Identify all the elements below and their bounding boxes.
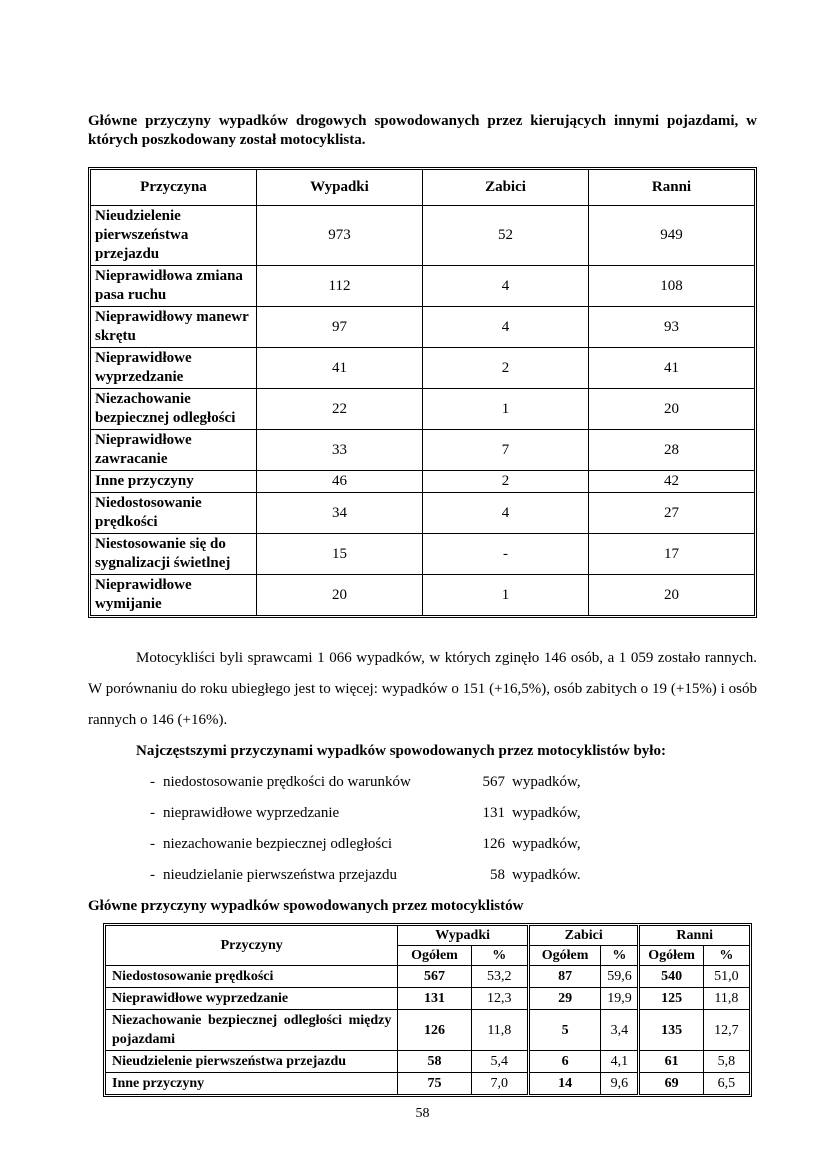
wypadki-cell: 41 [257,348,423,389]
list-item-label: nieprawidłowe wyprzedzanie [163,805,340,821]
list-item-label: niedostosowanie prędkości do warunków [163,774,411,790]
list-item-label: niezachowanie bezpiecznej odległości [163,836,393,852]
ranni-cell: 949 [589,206,755,266]
table-row [91,534,755,575]
list-item-count: 58 [490,867,505,883]
ranni-cell: 93 [589,307,755,348]
col-header-zabici: Zabici [423,170,589,206]
ranni-cell: 20 [589,575,755,616]
col-header-wypadki: Wypadki [257,170,423,206]
ranni-total-cell: 135 [639,1010,703,1051]
wypadki-total-cell: 58 [398,1051,471,1073]
zabici-cell: 2 [423,471,589,493]
col-header-przyczyna: Przyczyna [91,170,257,206]
zabici-cell: 4 [423,307,589,348]
table-row [91,493,755,534]
ranni-cell: 41 [589,348,755,389]
zabici-total-cell: 5 [528,1010,600,1051]
group-header-zabici: Zabici [528,926,639,946]
cause-cell: Niedostosowanie prędkości [91,493,257,534]
subheader-percent: % [471,946,528,966]
table-row [91,575,755,616]
table-row [91,348,755,389]
cause-cell: Niedostosowanie prędkości [106,966,398,988]
table-row [106,988,750,1010]
list-item [150,829,757,860]
ranni-percent-cell: 6,5 [703,1073,749,1095]
zabici-total-cell: 6 [528,1051,600,1073]
group-header-ranni: Ranni [639,926,750,946]
table-row [91,430,755,471]
cause-cell: Nieudzielenie pierwszeństwa przejazdu [91,206,257,266]
cause-cell: Nieprawidłowe wyprzedzanie [106,988,398,1010]
zabici-cell: 1 [423,575,589,616]
table-row [91,266,755,307]
wypadki-cell: 34 [257,493,423,534]
table-row [91,471,755,493]
table-row [91,206,755,266]
table-header-group-row [106,926,750,946]
ranni-total-cell: 540 [639,966,703,988]
wypadki-cell: 15 [257,534,423,575]
wypadki-cell: 46 [257,471,423,493]
zabici-total-cell: 29 [528,988,600,1010]
list-item-label: nieudzielanie pierwszeństwa przejazdu [163,867,398,883]
cause-cell: Nieprawidłowy manewr skrętu [91,307,257,348]
table-row [106,1051,750,1073]
wypadki-cell: 20 [257,575,423,616]
zabici-percent-cell: 59,6 [601,966,639,988]
page-number: 58 [415,1106,430,1121]
zabici-cell: 4 [423,266,589,307]
list-item-count: 131 [482,805,505,821]
wypadki-percent-cell: 5,4 [471,1051,528,1073]
table-other-drivers [90,169,755,616]
list-intro: Najczęstszymi przyczynami wypadków spowodowanych przez motocyklistów było: [136,743,666,759]
ranni-cell: 42 [589,471,755,493]
wypadki-cell: 22 [257,389,423,430]
cause-cell: Nieprawidłowe wymijanie [91,575,257,616]
ranni-percent-cell: 12,7 [703,1010,749,1051]
zabici-cell: 2 [423,348,589,389]
wypadki-total-cell: 75 [398,1073,471,1095]
zabici-cell: 4 [423,493,589,534]
list-item [150,860,757,891]
wypadki-cell: 97 [257,307,423,348]
zabici-percent-cell: 4,1 [601,1051,639,1073]
ranni-total-cell: 125 [639,988,703,1010]
wypadki-percent-cell: 12,3 [471,988,528,1010]
table-motorcyclists [105,925,750,1095]
ranni-total-cell: 69 [639,1073,703,1095]
cause-cell: Niezachowanie bezpiecznej odległości [91,389,257,430]
subheader-ogolem: Ogółem [398,946,471,966]
table-motorcyclists-frame [103,923,752,1097]
wypadki-percent-cell: 11,8 [471,1010,528,1051]
wypadki-percent-cell: 7,0 [471,1073,528,1095]
cause-cell: Inne przyczyny [91,471,257,493]
ranni-cell: 17 [589,534,755,575]
zabici-total-cell: 87 [528,966,600,988]
list-item-suffix: wypadków, [512,805,581,821]
motorcyclists-table-heading: Główne przyczyny wypadków spowodowanych przez motocyklistów [88,898,524,914]
dash-marker: - [150,867,155,883]
ranni-cell: 27 [589,493,755,534]
list-item-suffix: wypadków, [512,774,581,790]
body-paragraph: Motocykliści byli sprawcami 1 066 wypadków, w których zginęło 146 osób, a 1 059 zostało rannych. W porównaniu do roku ubiegłego jest to więcej: wypadków o 151 (+16,5%), osób zabitych o 19 (+15%) i osób rannych o 146 (+16%). [88,650,757,728]
zabici-cell: 7 [423,430,589,471]
ranni-cell: 28 [589,430,755,471]
zabici-percent-cell: 3,4 [601,1010,639,1051]
intro-heading: Główne przyczyny wypadków drogowych spowodowanych przez kierujących innymi pojazdami, w których poszkodowany został motocyklista. [88,113,757,148]
subheader-percent: % [601,946,639,966]
cause-cell: Nieprawidłowa zmiana pasa ruchu [91,266,257,307]
ranni-total-cell: 61 [639,1051,703,1073]
dash-marker: - [150,805,155,821]
cause-cell: Niestosowanie się do sygnalizacji świetlnej [91,534,257,575]
dash-marker: - [150,836,155,852]
wypadki-total-cell: 126 [398,1010,471,1051]
cause-cell: Nieprawidłowe wyprzedzanie [91,348,257,389]
ranni-percent-cell: 51,0 [703,966,749,988]
wypadki-percent-cell: 53,2 [471,966,528,988]
zabici-percent-cell: 9,6 [601,1073,639,1095]
list-item [150,767,757,798]
cause-cell: Nieprawidłowe zawracanie [91,430,257,471]
list-item-count: 126 [482,836,505,852]
col-header-przyczyny: Przyczyny [106,926,398,966]
ranni-cell: 20 [589,389,755,430]
table-row [91,307,755,348]
list-item-count: 567 [482,774,505,790]
ranni-percent-cell: 5,8 [703,1051,749,1073]
wypadki-total-cell: 131 [398,988,471,1010]
wypadki-cell: 973 [257,206,423,266]
col-header-ranni: Ranni [589,170,755,206]
zabici-cell: 1 [423,389,589,430]
subheader-ogolem: Ogółem [528,946,600,966]
table-row [106,1010,750,1051]
table-header-row [91,170,755,206]
cause-cell: Inne przyczyny [106,1073,398,1095]
zabici-percent-cell: 19,9 [601,988,639,1010]
table-row [106,966,750,988]
cause-cell: Niezachowanie bezpiecznej odległości między pojazdami [106,1010,398,1051]
cause-cell: Nieudzielenie pierwszeństwa przejazdu [106,1051,398,1073]
list-item-suffix: wypadków, [512,836,581,852]
wypadki-total-cell: 567 [398,966,471,988]
group-header-wypadki: Wypadki [398,926,529,946]
table-other-drivers-frame [88,167,757,618]
subheader-percent: % [703,946,749,966]
zabici-total-cell: 14 [528,1073,600,1095]
table-row [106,1073,750,1095]
zabici-cell: - [423,534,589,575]
list-item [150,798,757,829]
table-row [91,389,755,430]
zabici-cell: 52 [423,206,589,266]
ranni-percent-cell: 11,8 [703,988,749,1010]
wypadki-cell: 33 [257,430,423,471]
subheader-ogolem: Ogółem [639,946,703,966]
list-item-suffix: wypadków. [512,867,581,883]
wypadki-cell: 112 [257,266,423,307]
ranni-cell: 108 [589,266,755,307]
dash-marker: - [150,774,155,790]
